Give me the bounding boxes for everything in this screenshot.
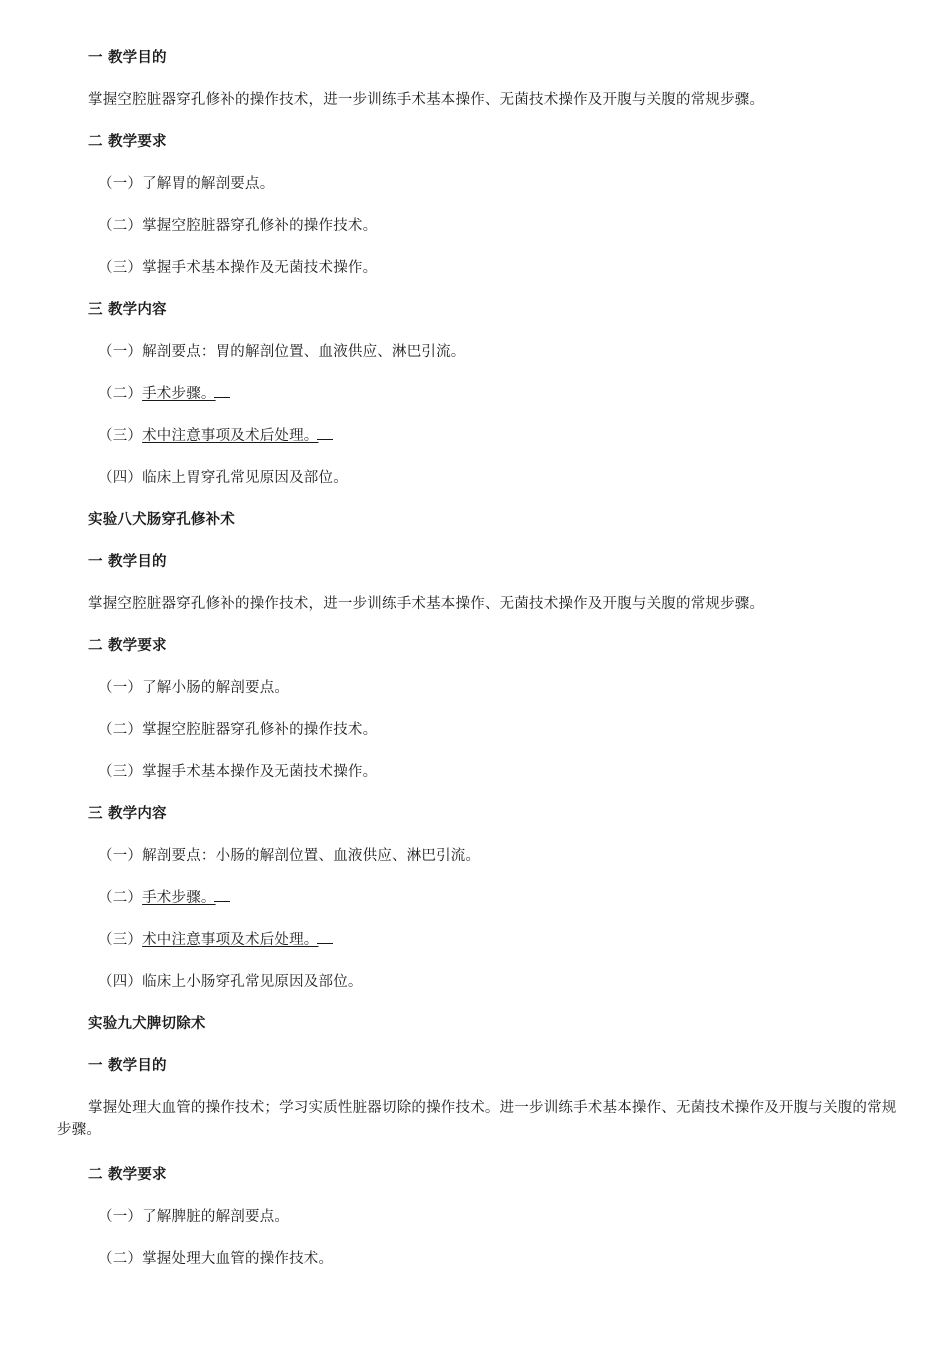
heading-requirements: 二 教学要求 [88, 638, 167, 654]
heading-aim: 一 教学目的 [88, 1058, 167, 1074]
content-item-prefix: （二） [98, 890, 143, 906]
requirement-item: （一）了解胃的解剖要点。 [98, 176, 275, 192]
requirement-item: （二）掌握空腔脏器穿孔修补的操作技术。 [98, 722, 378, 738]
requirement-item: （三）掌握手术基本操作及无菌技术操作。 [98, 260, 378, 276]
underline-trail [214, 396, 230, 398]
heading-aim: 一 教学目的 [88, 554, 167, 570]
content-item-prefix: （三） [98, 932, 143, 948]
requirement-item: （三）掌握手术基本操作及无菌技术操作。 [98, 764, 378, 780]
heading-requirements: 二 教学要求 [88, 134, 167, 150]
content-item [98, 426, 951, 446]
requirement-item: （一）了解小肠的解剖要点。 [98, 680, 290, 696]
content-item-prefix: （三） [98, 428, 143, 444]
heading-content: 三 教学内容 [88, 806, 167, 822]
experiment-title: 实验九犬脾切除术 [88, 1016, 206, 1032]
content-item [98, 930, 951, 950]
requirement-item: （二）掌握空腔脏器穿孔修补的操作技术。 [98, 218, 378, 234]
precautions-link[interactable]: 术中注意事项及术后处理。 [142, 932, 319, 948]
precautions-link[interactable]: 术中注意事项及术后处理。 [142, 428, 319, 444]
underline-trail [317, 942, 333, 944]
heading-aim: 一 教学目的 [88, 50, 167, 66]
aim-text: 掌握空腔脏器穿孔修补的操作技术，进一步训练手术基本操作、无菌技术操作及开腹与关腹的常规步骤。 [88, 596, 765, 612]
content-item [98, 384, 951, 404]
content-item: （四）临床上胃穿孔常见原因及部位。 [98, 470, 348, 486]
surgical-steps-link[interactable]: 手术步骤。 [142, 386, 216, 402]
content-item: （一）解剖要点：胃的解剖位置、血液供应、淋巴引流。 [98, 344, 466, 360]
underline-trail [214, 900, 230, 902]
surgical-steps-link[interactable]: 手术步骤。 [142, 890, 216, 906]
aim-text: 掌握处理大血管的操作技术；学习实质性脏器切除的操作技术。进一步训练手术基本操作、无菌技术操作及开腹与关腹的常规步骤。 [57, 1100, 897, 1138]
aim-text: 掌握空腔脏器穿孔修补的操作技术，进一步训练手术基本操作、无菌技术操作及开腹与关腹的常规步骤。 [88, 92, 765, 108]
experiment-title: 实验八犬肠穿孔修补术 [88, 512, 235, 528]
heading-requirements: 二 教学要求 [88, 1167, 167, 1183]
underline-trail [317, 438, 333, 440]
content-item: （一）解剖要点：小肠的解剖位置、血液供应、淋巴引流。 [98, 848, 481, 864]
content-item-prefix: （二） [98, 386, 143, 402]
content-item: （四）临床上小肠穿孔常见原因及部位。 [98, 974, 363, 990]
requirement-item: （一）了解脾脏的解剖要点。 [98, 1209, 290, 1225]
heading-content: 三 教学内容 [88, 302, 167, 318]
content-item [98, 888, 951, 908]
requirement-item: （二）掌握处理大血管的操作技术。 [98, 1251, 334, 1267]
